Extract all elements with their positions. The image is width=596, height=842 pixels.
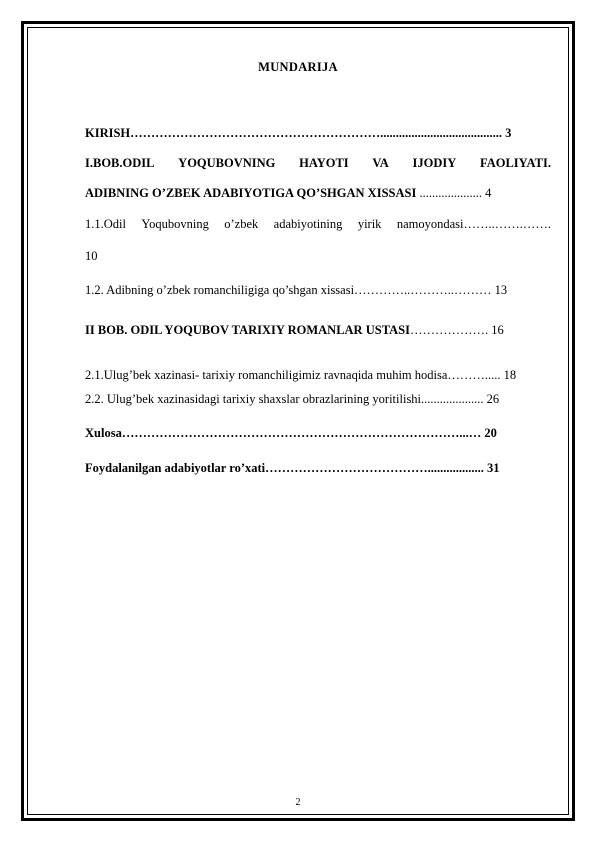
toc-word: HAYOTI [299,156,349,170]
toc-entry-1-2: 1.2. Adibning o’zbek romanchiligiga qo’shgan xissasi…………..………..……… 13 [85,283,508,297]
toc-entry-leader: .................... 4 [416,186,492,200]
toc-word: IJODIY [412,156,457,170]
toc-entry-leader: ………………. 16 [409,323,504,337]
toc-entry-chapter-1-line-2 [85,186,551,201]
page-number: 2 [295,797,301,808]
toc-word: VA [372,156,389,170]
toc-word: FAOLIYATI. [480,156,551,170]
toc-word: I.BOB.ODIL [85,156,155,170]
toc-entry-1-1-line-1 [85,217,551,232]
toc-word: yirik [357,217,382,231]
toc-entry-1-1-page: 10 [85,249,98,263]
toc-word: namoyondasi……..…….……. [396,217,551,231]
toc-entry-2-2: 2.2. Ulug’bek xazinasidagi tarixiy shaxslar obrazlarining yoritilishi.................... 26 [85,392,500,406]
toc-word: adabiyotining [273,217,343,231]
toc-entry-kirish: KIRISH……………………………………………………....................................... 3 [85,126,512,140]
toc-title: MUNDARIJA [258,60,338,74]
toc-word: Yoqubovning [141,217,209,231]
toc-word: 1.1.Odil [85,217,126,231]
toc-entry-2-1: 2.1.Ulug’bek xazinasi- tarixiy romanchiligimiz ravnaqida muhim hodisa………..... 18 [85,368,517,382]
toc-entry-xulosa: Xulosa………………………………………………………………………...… 20 [85,426,497,440]
page-border-inner [27,27,569,815]
toc-entry-text: II BOB. ODIL YOQUBOV TARIXIY ROMANLAR USTASI [85,323,410,337]
toc-word: o’zbek [224,217,259,231]
toc-entry-chapter-1-line-1 [85,156,551,171]
toc-entry-chapter-2 [85,323,551,338]
toc-entry-text: ADIBNING O’ZBEK ADABIYOTIGA QO’SHGAN XISSASI [85,186,417,200]
toc-entry-references: Foydalanilgan adabiyotlar ro’xati………………………………….................. 31 [85,461,500,475]
toc-word: YOQUBOVNING [178,156,276,170]
